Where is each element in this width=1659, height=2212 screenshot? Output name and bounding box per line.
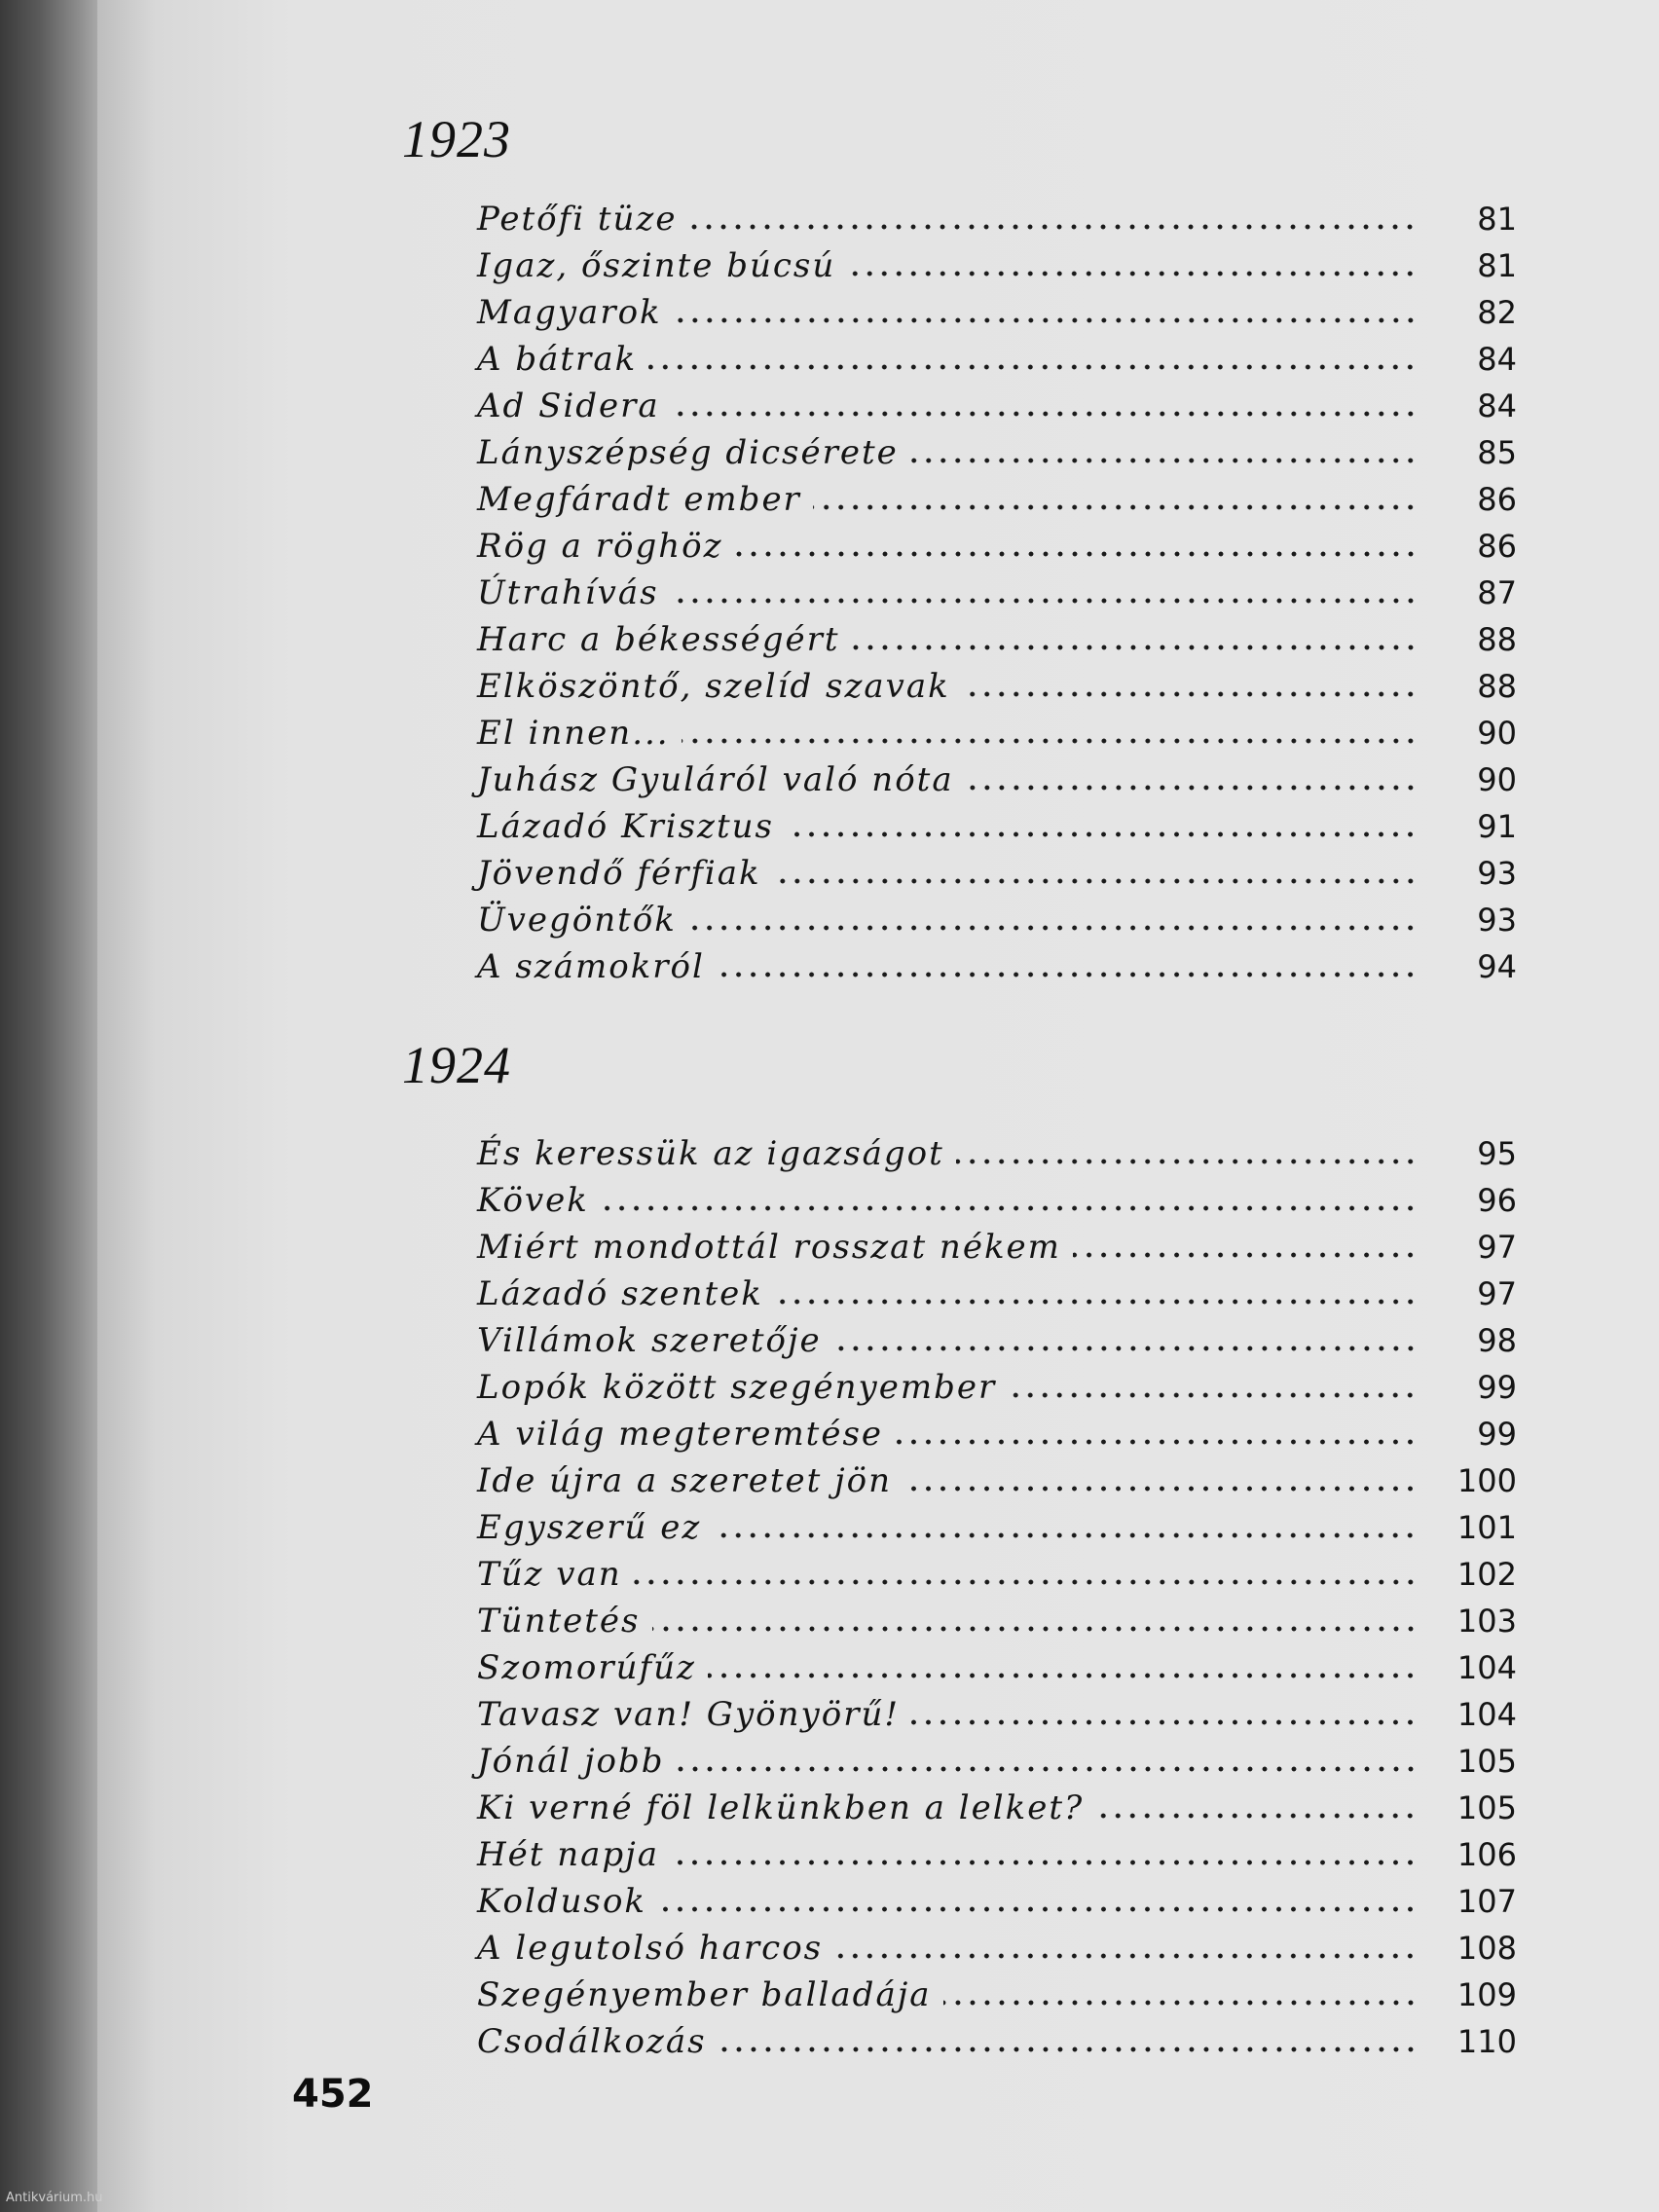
toc-entry — [477, 756, 1517, 803]
toc-entry — [477, 523, 1517, 570]
toc-entry-title: Lázadó Krisztus — [477, 807, 774, 846]
dot-leader — [677, 1765, 1419, 1773]
section-year-1923: 1923 — [402, 110, 511, 168]
toc-entry-page: 110 — [1456, 2023, 1517, 2060]
toc-entry-title: Villámok szeretője — [477, 1321, 822, 1360]
toc-entry — [477, 1972, 1517, 2018]
dot-leader — [601, 1204, 1418, 1212]
toc-entry-page: 88 — [1477, 668, 1517, 705]
toc-entry-title: Miért mondottál rosszat nékem — [477, 1228, 1061, 1267]
toc-entry-page: 107 — [1456, 1883, 1517, 1920]
toc-entry-title: Ki verné föl lelkünkben a lelket? — [477, 1788, 1085, 1827]
toc-entry-title: Ide újra a szeretet jön — [477, 1461, 892, 1500]
toc-entry-page: 81 — [1477, 247, 1517, 284]
toc-entry-page: 109 — [1456, 1976, 1517, 2013]
toc-entry — [477, 1738, 1517, 1785]
dot-leader — [834, 1952, 1418, 1960]
dot-leader — [688, 924, 1418, 932]
toc-entry-title: El innen... — [477, 714, 670, 753]
toc-entry-page: 105 — [1456, 1743, 1517, 1780]
toc-entry-page: 91 — [1477, 808, 1517, 845]
watermark: Antikvárium.hu — [6, 2191, 103, 2205]
toc-entry-title: A legutolsó harcos — [477, 1929, 824, 1968]
toc-entry-page: 88 — [1477, 621, 1517, 658]
dot-leader — [943, 1999, 1418, 2007]
dot-leader — [847, 270, 1418, 277]
toc-entry — [477, 1644, 1517, 1691]
dot-leader — [708, 1672, 1418, 1679]
toc-entry-page: 97 — [1477, 1275, 1517, 1312]
toc-entry — [477, 476, 1517, 523]
book-spine-shadow — [0, 0, 97, 2212]
toc-entry-title: Tűz van — [477, 1555, 622, 1594]
toc-entry-title: Lázadó szentek — [477, 1274, 763, 1313]
dot-leader — [671, 597, 1418, 605]
toc-entry-title: Elköszöntő, szelíd szavak — [477, 667, 950, 706]
toc-entry-page: 97 — [1477, 1229, 1517, 1266]
toc-entry-title: Kövek — [477, 1181, 589, 1220]
toc-entry-title: És keressük az igazságot — [477, 1134, 944, 1173]
toc-entry-title: A bátrak — [477, 340, 638, 379]
dot-leader — [911, 1718, 1418, 1726]
toc-entry — [477, 1691, 1517, 1738]
toc-entry-title: Egyszerű ez — [477, 1508, 702, 1547]
dot-leader — [688, 223, 1418, 231]
toc-entry-title: Igaz, őszinte búcsú — [477, 246, 836, 285]
dot-leader — [674, 316, 1418, 324]
toc-entry-page: 104 — [1456, 1696, 1517, 1733]
toc-entry — [477, 1878, 1517, 1925]
dot-leader — [713, 1531, 1418, 1539]
toc-entry-title: Tavasz van! Gyönyörű! — [477, 1695, 901, 1734]
toc-entry — [477, 1130, 1517, 1177]
dot-leader — [910, 457, 1418, 464]
toc-entry-title: Petőfi tüze — [477, 200, 678, 239]
toc-entry-title: Lányszépség dicsérete — [477, 433, 899, 472]
toc-entry — [477, 1364, 1517, 1411]
toc-entry-page: 81 — [1477, 201, 1517, 238]
toc-entry-title: Jónál jobb — [477, 1742, 665, 1781]
toc-list-1924 — [477, 1130, 1517, 2065]
toc-entry-page: 90 — [1477, 761, 1517, 798]
toc-entry-title: Koldusok — [477, 1882, 647, 1921]
dot-leader — [652, 1625, 1419, 1633]
toc-entry — [477, 803, 1517, 850]
toc-entry — [477, 383, 1517, 429]
dot-leader — [895, 1438, 1418, 1446]
toc-entry — [477, 1925, 1517, 1972]
toc-entry-page: 99 — [1477, 1416, 1517, 1453]
toc-entry-title: Útrahívás — [477, 573, 659, 612]
toc-entry-page: 94 — [1477, 948, 1517, 985]
toc-entry-page: 82 — [1477, 294, 1517, 331]
toc-entry-page: 93 — [1477, 902, 1517, 939]
toc-entry-title: Hét napja — [477, 1835, 659, 1874]
toc-entry-page: 93 — [1477, 855, 1517, 892]
toc-entry-page: 105 — [1456, 1789, 1517, 1826]
toc-entry-page: 86 — [1477, 528, 1517, 565]
toc-entry — [477, 710, 1517, 756]
dot-leader — [962, 690, 1418, 698]
dot-leader — [719, 2046, 1418, 2053]
toc-entry-title: Szegényember balladája — [477, 1975, 932, 2014]
dot-leader — [648, 363, 1418, 371]
toc-entry — [477, 1224, 1517, 1271]
toc-entry-page: 102 — [1456, 1556, 1517, 1593]
toc-entry-page: 101 — [1456, 1509, 1517, 1546]
toc-entry — [477, 570, 1517, 616]
dot-leader — [717, 971, 1418, 978]
toc-entry-title: A világ megteremtése — [477, 1415, 884, 1454]
toc-entry-title: Harc a békességért — [477, 620, 840, 659]
toc-entry — [477, 1177, 1517, 1224]
toc-entry-title: Magyarok — [477, 293, 662, 332]
dot-leader — [833, 1345, 1418, 1352]
toc-entry — [477, 616, 1517, 663]
dot-leader — [813, 503, 1418, 511]
dot-leader — [786, 830, 1418, 838]
toc-entry-page: 96 — [1477, 1182, 1517, 1219]
toc-entry-page: 108 — [1456, 1930, 1517, 1967]
toc-entry-title: Lopók között szegényember — [477, 1368, 997, 1407]
section-year-1924: 1924 — [402, 1036, 511, 1094]
dot-leader — [735, 550, 1419, 558]
dot-leader — [1095, 1812, 1418, 1820]
toc-entry — [477, 1457, 1517, 1504]
toc-entry-page: 99 — [1477, 1369, 1517, 1406]
toc-entry-page: 85 — [1477, 434, 1517, 471]
dot-leader — [966, 784, 1418, 792]
dot-leader — [852, 644, 1418, 651]
toc-entry-page: 84 — [1477, 387, 1517, 424]
toc-entry-page: 103 — [1456, 1603, 1517, 1640]
toc-entry-page: 86 — [1477, 481, 1517, 518]
dot-leader — [1008, 1391, 1418, 1399]
toc-entry — [477, 1317, 1517, 1364]
toc-entry — [477, 289, 1517, 336]
toc-entry-page: 98 — [1477, 1322, 1517, 1359]
toc-entry-title: Megfáradt ember — [477, 480, 801, 519]
toc-entry-page: 104 — [1456, 1649, 1517, 1686]
toc-entry — [477, 2018, 1517, 2065]
toc-entry-title: Üvegöntők — [477, 901, 677, 940]
toc-entry — [477, 897, 1517, 943]
dot-leader — [671, 1859, 1418, 1866]
toc-entry-title: Ad Sidera — [477, 387, 660, 425]
toc-entry — [477, 943, 1517, 990]
toc-entry — [477, 242, 1517, 289]
toc-entry — [477, 850, 1517, 897]
toc-entry — [477, 1504, 1517, 1551]
dot-leader — [903, 1485, 1418, 1493]
toc-entry-page: 106 — [1456, 1836, 1517, 1873]
toc-entry — [477, 1551, 1517, 1598]
toc-list-1923 — [477, 196, 1517, 990]
toc-entry — [477, 663, 1517, 710]
toc-entry — [477, 1785, 1517, 1831]
dot-leader — [634, 1578, 1418, 1586]
toc-entry-page: 87 — [1477, 574, 1517, 611]
dot-leader — [682, 737, 1418, 745]
toc-entry-page: 100 — [1456, 1462, 1517, 1499]
dot-leader — [773, 877, 1418, 885]
toc-entry — [477, 1831, 1517, 1878]
toc-entry-title: Rög a röghöz — [477, 527, 723, 566]
toc-entry — [477, 1411, 1517, 1457]
dot-leader — [956, 1158, 1418, 1165]
toc-entry-page: 90 — [1477, 715, 1517, 752]
toc-entry-page: 84 — [1477, 341, 1517, 378]
toc-entry-title: Csodálkozás — [477, 2022, 707, 2061]
toc-entry — [477, 429, 1517, 476]
dot-leader — [658, 1905, 1418, 1913]
toc-entry-title: Juhász Gyuláról való nóta — [477, 760, 954, 799]
dot-leader — [775, 1298, 1418, 1306]
toc-entry-title: Jövendő férfiak — [477, 854, 761, 893]
page-number: 452 — [292, 2072, 374, 2117]
toc-entry — [477, 1598, 1517, 1644]
dot-leader — [1073, 1251, 1418, 1259]
toc-entry-title: A számokról — [477, 947, 705, 986]
toc-entry-title: Tüntetés — [477, 1602, 641, 1641]
dot-leader — [672, 410, 1418, 418]
toc-entry — [477, 1271, 1517, 1317]
toc-entry-page: 95 — [1477, 1135, 1517, 1172]
toc-entry — [477, 196, 1517, 242]
toc-entry — [477, 336, 1517, 383]
toc-entry-title: Szomorúfűz — [477, 1648, 696, 1687]
